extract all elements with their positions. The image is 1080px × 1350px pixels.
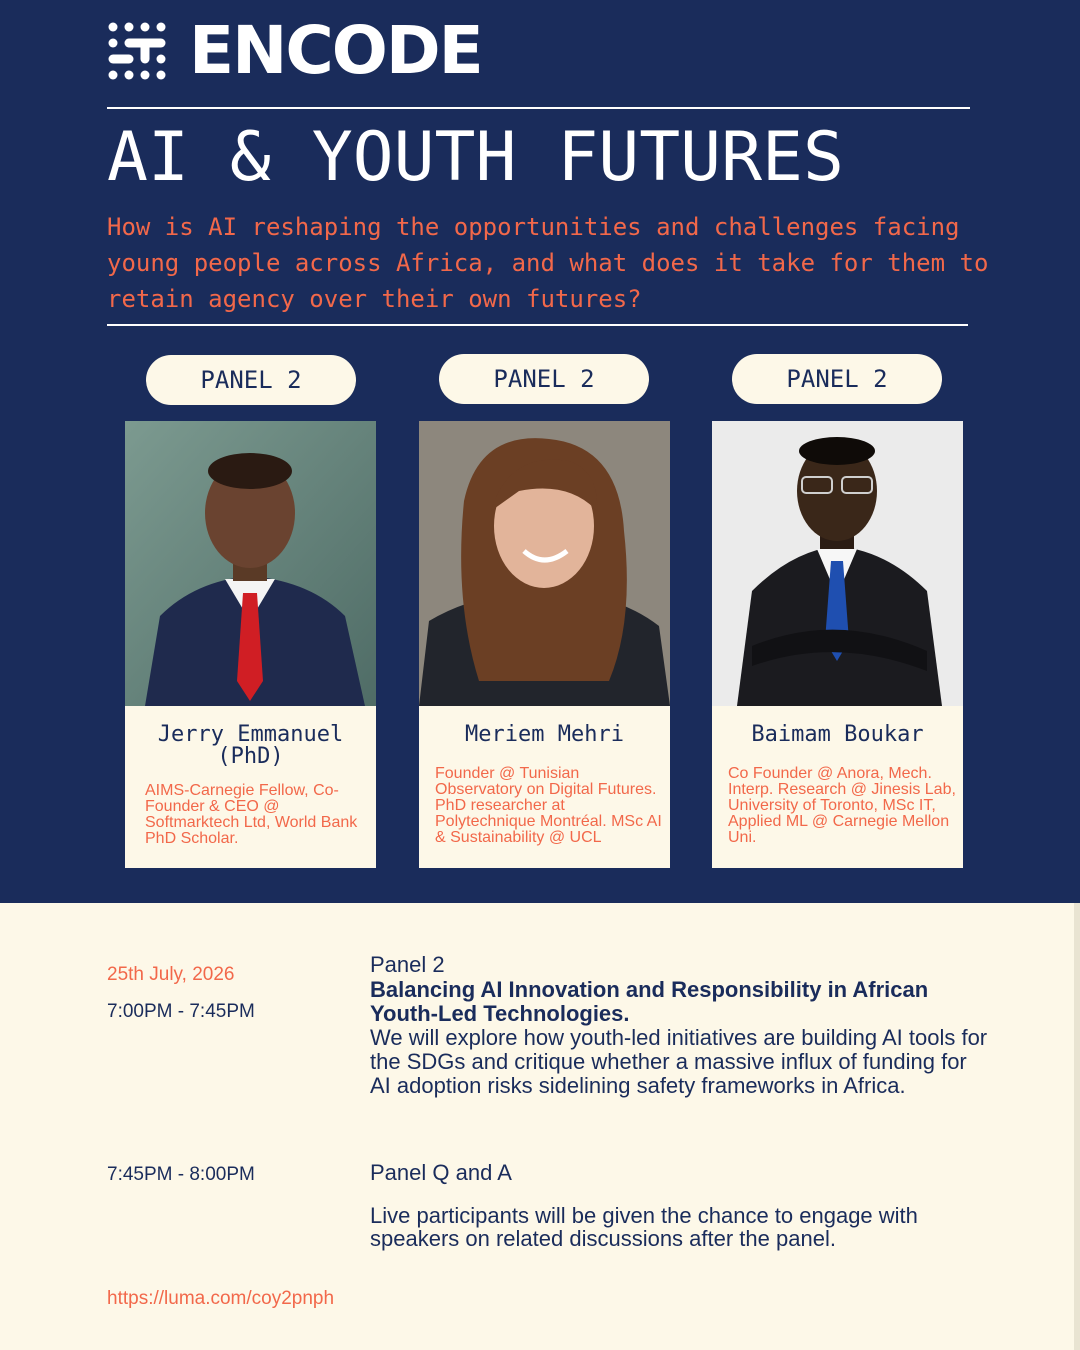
session-label-1: Panel 2 — [370, 952, 445, 977]
encode-logo — [107, 12, 482, 89]
registration-link[interactable]: https://luma.com/coy2pnph — [107, 1288, 335, 1309]
session-description-2: Live participants will be given the chance to engage with speakers on related discussions after the panel. — [370, 1203, 918, 1251]
hero-question: How is AI reshaping the opportunities and challenges facing young people across Africa, and what does it take for them to retain agency over their own futures? — [107, 213, 989, 313]
session-label-2: Panel Q and A — [370, 1160, 512, 1185]
speaker-bio: Founder @ Tunisian Observatory on Digital Futures. PhD researcher at Polytechnique Montréal. MSc AI & Sustainability @ UCL — [435, 765, 662, 846]
speaker-name: Meriem Mehri — [465, 722, 624, 747]
encode-dots-icon — [107, 21, 167, 81]
page-edge — [1074, 903, 1080, 1350]
brand-name: ENCODE — [189, 12, 482, 89]
top-divider — [107, 107, 970, 109]
event-date: 25th July, 2026 — [107, 964, 235, 985]
panel-badge-1: PANEL 2 — [146, 355, 356, 405]
session-heading-1: Balancing AI Innovation and Responsibility in African Youth-Led Technologies. — [370, 977, 929, 1026]
speaker-name: Baimam Boukar — [751, 722, 924, 747]
speaker-card-3 — [712, 706, 963, 868]
panel-badge-2: PANEL 2 — [439, 354, 649, 404]
speaker-photo-2 — [419, 421, 670, 706]
speaker-bio: AIMS-Carnegie Fellow, Co-Founder & CEO @ Softmarktech Ltd, World Bank PhD Scholar. — [145, 782, 358, 847]
page-title: AI & YOUTH FUTURES — [107, 118, 844, 197]
speaker-photo-3 — [712, 421, 963, 706]
speaker-bio: Co Founder @ Anora, Mech. Interp. Research @ Jinesis Lab, University of Toronto, MSc IT, Applied ML @ Carnegie Mellon Uni. — [728, 765, 956, 846]
middle-divider — [107, 324, 968, 326]
session-description-1: We will explore how youth-led initiatives are building AI tools for the SDGs and critique whether a massive influx of funding for AI adoption risks sidelining safety frameworks in Africa. — [370, 1025, 988, 1098]
speaker-card-1 — [125, 706, 376, 868]
speaker-card-2 — [419, 706, 670, 868]
speaker-photo-1 — [125, 421, 376, 706]
speaker-name: Jerry Emmanuel (PhD) — [157, 722, 344, 769]
panel-badge-3: PANEL 2 — [732, 354, 942, 404]
session-time-1: 7:00PM - 7:45PM — [107, 1001, 255, 1022]
session-time-2: 7:45PM - 8:00PM — [107, 1164, 255, 1185]
